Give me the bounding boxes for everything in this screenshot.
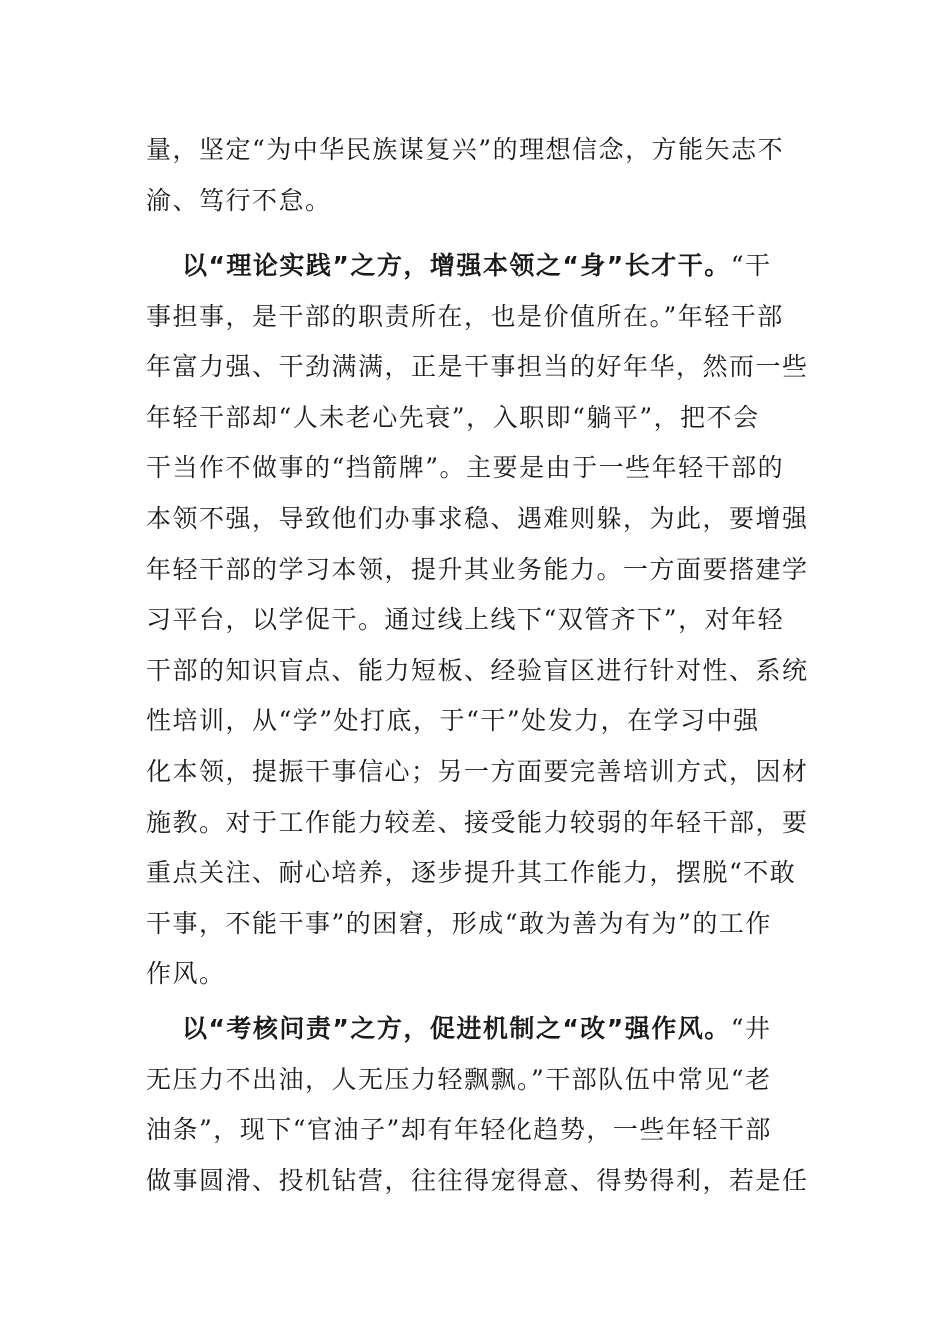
text-line: 施教。对于工作能力较差、接受能力较弱的年轻干部，要: [146, 807, 809, 837]
text-fragment: “井: [730, 1014, 772, 1043]
paragraph-assessment-accountability: [146, 1004, 809, 1206]
text-line: 干当作不做事的“挡箭牌”。主要是由于一些年轻干部的: [146, 453, 785, 483]
paragraph-first-line: [146, 241, 790, 292]
paragraph-first-line: [146, 1004, 790, 1055]
text-line: 无压力不出油，人无压力轻飘飘。”干部队伍中常见“老: [146, 1064, 772, 1094]
text-line: 事担事，是干部的职责所在，也是价值所在。”年轻干部: [146, 301, 784, 331]
text-fragment: “干: [730, 251, 772, 280]
text-line: 年轻干部却“人未老心先衰”，入职即“躺平”，把不会: [146, 402, 760, 432]
paragraph-continuation: [146, 125, 790, 226]
text-line: 做事圆滑、投机钻营，往往得宠得意、得势得利，若是任: [146, 1165, 809, 1195]
text-line: 油条”，现下“官油子”却有年轻化趋势，一些年轻干部: [146, 1115, 772, 1145]
text-line: 渝、笃行不怠。: [146, 185, 332, 215]
text-line: 干事，不能干事”的困窘，形成“敢为善为有为”的工作: [146, 908, 772, 938]
paragraph-heading: 以“考核问责”之方，促进机制之“改”强作风。: [182, 1014, 731, 1043]
text-line: 量，坚定“为中华民族谋复兴”的理想信念，方能矢志不: [146, 135, 785, 164]
text-line: 重点关注、耐心培养，逐步提升其工作能力，摆脱“不敢: [146, 858, 797, 888]
text-line: 习平台，以学促干。通过线上线下“双管齐下”，对年轻: [146, 605, 785, 635]
paragraph-heading: 以“理论实践”之方，增强本领之“身”长才干。: [182, 251, 731, 280]
paragraph-theory-practice: [146, 241, 809, 1000]
text-line: 年轻干部的学习本领，提升其业务能力。一方面要搭建学: [146, 554, 809, 584]
text-line: 干部的知识盲点、能力短板、经验盲区进行针对性、系统: [146, 655, 809, 685]
text-line: 化本领，提振干事信心；另一方面要完善培训方式，因材: [146, 756, 809, 786]
text-line: 年富力强、干劲满满，正是干事担当的好年华，然而一些: [146, 352, 809, 382]
text-line: 本领不强，导致他们办事求稳、遇难则躲，为此，要增强: [146, 503, 809, 533]
text-line: 性培训，从“学”处打底，于“干”处发力，在学习中强: [146, 706, 760, 736]
text-line: 作风。: [146, 959, 226, 989]
